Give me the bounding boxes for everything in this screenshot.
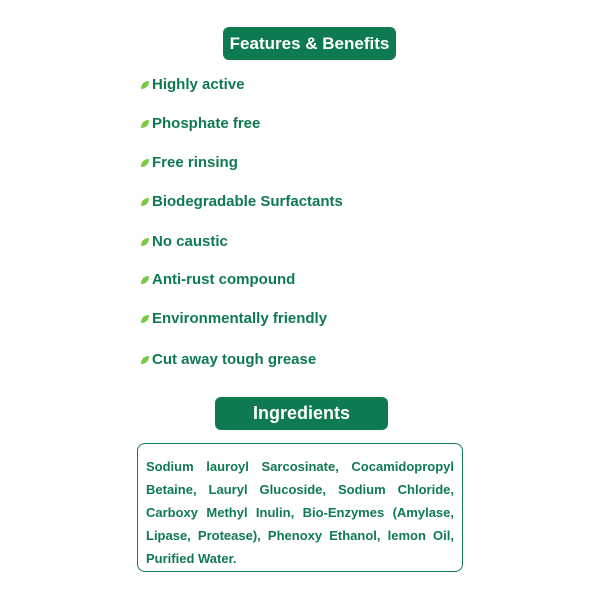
- feature-item: [140, 76, 245, 93]
- leaf-icon: [140, 314, 150, 324]
- feature-item: [140, 310, 327, 327]
- feature-label: Cut away tough grease: [152, 351, 317, 368]
- leaf-icon: [140, 158, 150, 168]
- ingredients-text: Sodium lauroyl Sarcosinate, Cocamidopropyl Betaine, Lauryl Glucoside, Sodium Chloride, Carboxy Methyl Inulin, Bio-Enzymes (Amylase, Lipase, Protease), Phenoxy Ethanol, lemon Oil, Purified Water.: [146, 459, 454, 566]
- feature-label: Environmentally friendly: [152, 310, 328, 327]
- leaf-icon: [140, 119, 150, 129]
- leaf-icon: [140, 197, 150, 207]
- feature-item: [140, 271, 295, 288]
- feature-label: Free rinsing: [152, 154, 238, 171]
- leaf-icon: [140, 275, 150, 285]
- feature-item: [140, 351, 316, 368]
- ingredients-box: [137, 443, 463, 572]
- feature-label: Phosphate free: [152, 115, 261, 132]
- feature-label: No caustic: [152, 233, 228, 250]
- feature-item: [140, 233, 228, 250]
- feature-label: Biodegradable Surfactants: [152, 193, 343, 210]
- leaf-icon: [140, 237, 150, 247]
- ingredients-heading: Ingredients: [215, 397, 388, 430]
- feature-label: Highly active: [152, 76, 245, 93]
- leaf-icon: [140, 80, 150, 90]
- feature-item: [140, 154, 238, 171]
- features-heading: Features & Benefits: [223, 27, 396, 60]
- feature-item: [140, 115, 260, 132]
- feature-label: Anti-rust compound: [152, 271, 296, 288]
- feature-item: [140, 193, 343, 210]
- leaf-icon: [140, 355, 150, 365]
